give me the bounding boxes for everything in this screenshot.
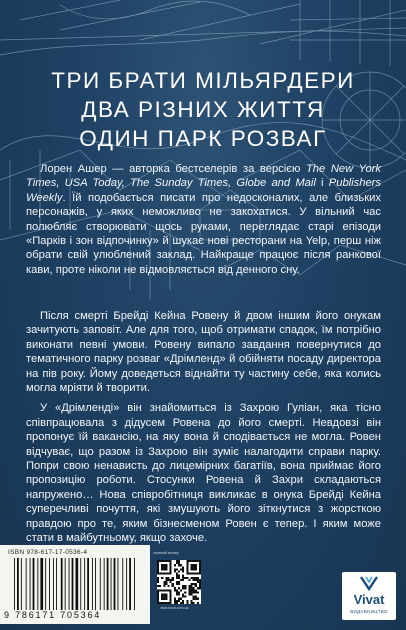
qr-module xyxy=(197,577,199,579)
qr-module xyxy=(184,577,186,579)
qr-module xyxy=(191,589,193,591)
qr-module xyxy=(199,568,201,570)
barcode-bar xyxy=(87,558,89,610)
qr-module xyxy=(178,562,180,564)
qr-module xyxy=(191,566,193,568)
qr-module xyxy=(191,583,193,585)
qr-module xyxy=(159,573,161,575)
qr-module xyxy=(165,577,167,579)
qr-module xyxy=(180,568,182,570)
qr-module xyxy=(193,577,195,579)
qr-module xyxy=(167,573,169,575)
qr-module xyxy=(195,579,197,581)
qr-module xyxy=(186,566,188,568)
author-bio-outlets-2: Publishers Weekly xyxy=(26,177,381,204)
barcode-bar xyxy=(76,558,79,610)
qr-module xyxy=(161,589,163,591)
qr-module xyxy=(161,568,163,570)
qr-module xyxy=(157,598,159,600)
qr-module xyxy=(157,579,159,581)
qr-module xyxy=(167,585,169,587)
qr-module xyxy=(195,577,197,579)
qr-module xyxy=(167,579,169,581)
qr-module xyxy=(193,568,195,570)
qr-module xyxy=(165,560,167,562)
qr-module xyxy=(161,573,163,575)
qr-module xyxy=(170,602,172,604)
barcode-bar xyxy=(17,558,19,610)
qr-module xyxy=(170,589,172,591)
qr-module xyxy=(186,560,188,562)
qr-module xyxy=(159,585,161,587)
qr-module xyxy=(195,560,197,562)
qr-module xyxy=(188,579,190,581)
qr-module xyxy=(174,598,176,600)
barcode-bar xyxy=(40,558,43,610)
qr-module xyxy=(178,581,180,583)
book-summary xyxy=(26,309,381,546)
qr-module xyxy=(157,568,159,570)
qr-module xyxy=(184,591,186,593)
qr-module xyxy=(199,564,201,566)
qr-module xyxy=(188,587,190,589)
qr-module xyxy=(165,581,167,583)
qr-module xyxy=(178,594,180,596)
qr-module xyxy=(165,568,167,570)
qr-module xyxy=(176,602,178,604)
qr-module xyxy=(178,577,180,579)
barcode-bar xyxy=(33,558,35,610)
qr-module xyxy=(176,577,178,579)
qr-module xyxy=(188,560,190,562)
qr-module xyxy=(165,573,167,575)
qr-module xyxy=(176,589,178,591)
qr-module xyxy=(195,589,197,591)
barcode-bar xyxy=(122,558,123,610)
barcode-bar xyxy=(69,558,70,610)
barcode-bar xyxy=(92,558,93,610)
qr-module xyxy=(188,573,190,575)
qr-module xyxy=(161,564,163,566)
qr-module xyxy=(197,560,199,562)
qr-module xyxy=(195,566,197,568)
summary-paragraph-1: Після смерті Брейді Кейна Ровену й двом іншим його онукам зачитують заповіт. Але для того, щоб отримати спадок, їм потрібно виконати певні умови. Ровену випало завдання повернутися до тематичного парку розваг «Дрімленд» й обійняти посаду директора на пів року. Йому доведеться віднайти ту частину себе, яка колись могла мріяти й творити. xyxy=(26,310,381,395)
qr-module xyxy=(178,570,180,572)
qr-module xyxy=(191,573,193,575)
author-bio xyxy=(26,162,381,277)
qr-module xyxy=(188,585,190,587)
qr-module xyxy=(191,585,193,587)
qr-module xyxy=(180,602,182,604)
qr-module xyxy=(163,564,165,566)
qr-module xyxy=(157,560,159,562)
qr-module xyxy=(178,591,180,593)
publisher-logo xyxy=(342,572,396,620)
qr-module xyxy=(161,602,163,604)
barcode-bar xyxy=(107,558,109,610)
qr-module xyxy=(199,587,201,589)
qr-module xyxy=(170,564,172,566)
qr-module xyxy=(170,573,172,575)
qr-module xyxy=(195,596,197,598)
qr-module xyxy=(193,560,195,562)
qr-module xyxy=(180,579,182,581)
qr-module xyxy=(182,570,184,572)
qr-module xyxy=(163,568,165,570)
qr-module xyxy=(174,600,176,602)
qr-module xyxy=(193,566,195,568)
qr-module xyxy=(157,600,159,602)
qr-module xyxy=(186,568,188,570)
qr-module xyxy=(186,562,188,564)
qr-module xyxy=(163,583,165,585)
qr-module xyxy=(174,587,176,589)
qr-module xyxy=(199,583,201,585)
isbn-label: ISBN 978-617-17-0536-4 xyxy=(8,549,88,556)
qr-module xyxy=(182,566,184,568)
qr-module xyxy=(163,602,165,604)
qr-module xyxy=(191,602,193,604)
qr-module xyxy=(197,602,199,604)
qr-module xyxy=(176,594,178,596)
qr-module xyxy=(193,579,195,581)
qr-module xyxy=(165,583,167,585)
qr-module xyxy=(176,573,178,575)
qr-module xyxy=(170,566,172,568)
barcode-bar xyxy=(26,558,27,610)
qr-module xyxy=(157,594,159,596)
barcode-graphic xyxy=(12,558,138,610)
qr-module xyxy=(163,560,165,562)
qr-module xyxy=(174,570,176,572)
qr-module xyxy=(178,564,180,566)
qr-module xyxy=(165,598,167,600)
qr-module xyxy=(191,577,193,579)
qr-module xyxy=(157,585,159,587)
qr-module xyxy=(176,560,178,562)
qr-module xyxy=(184,596,186,598)
tagline-line-1: ТРИ БРАТИ МІЛЬЯРДЕРИ xyxy=(51,68,355,93)
qr-module xyxy=(159,589,161,591)
qr-module xyxy=(199,581,201,583)
qr-module xyxy=(191,560,193,562)
qr-module xyxy=(178,583,180,585)
qr-module xyxy=(170,594,172,596)
qr-caption-bottom: vivat-book.com.ua xyxy=(160,606,189,610)
qr-module xyxy=(157,581,159,583)
qr-module xyxy=(182,602,184,604)
qr-module xyxy=(157,596,159,598)
qr-module xyxy=(188,594,190,596)
barcode-bar xyxy=(72,558,74,610)
qr-module xyxy=(170,600,172,602)
barcode-bar xyxy=(65,558,66,610)
qr-code[interactable] xyxy=(157,560,201,604)
qr-module xyxy=(176,562,178,564)
qr-module xyxy=(172,583,174,585)
qr-module xyxy=(195,598,197,600)
qr-module xyxy=(197,591,199,593)
barcode-bar xyxy=(126,558,127,610)
qr-module xyxy=(176,568,178,570)
qr-module xyxy=(193,596,195,598)
qr-module xyxy=(195,564,197,566)
qr-module xyxy=(176,581,178,583)
qr-module xyxy=(174,589,176,591)
qr-module xyxy=(195,585,197,587)
qr-module xyxy=(193,583,195,585)
qr-module xyxy=(184,585,186,587)
qr-module xyxy=(163,598,165,600)
qr-module xyxy=(176,591,178,593)
qr-module xyxy=(195,573,197,575)
qr-module xyxy=(157,564,159,566)
barcode-bar xyxy=(53,558,54,610)
barcode-bar xyxy=(134,558,135,610)
qr-module xyxy=(170,579,172,581)
qr-module xyxy=(193,587,195,589)
qr-module xyxy=(186,564,188,566)
publisher-name: Vivat xyxy=(353,592,385,607)
qr-module xyxy=(172,585,174,587)
qr-module xyxy=(182,579,184,581)
barcode-bar xyxy=(118,558,119,610)
qr-module xyxy=(191,600,193,602)
author-bio-outlets-1: The New York Times, USA Today, The Sunday Times, Globe and Mail xyxy=(26,163,382,190)
qr-module xyxy=(193,573,195,575)
qr-module xyxy=(191,568,193,570)
qr-module xyxy=(182,585,184,587)
barcode-bar xyxy=(37,558,38,610)
qr-module xyxy=(163,585,165,587)
qr-module xyxy=(199,585,201,587)
qr-module xyxy=(195,583,197,585)
qr-module xyxy=(193,591,195,593)
barcode-bar xyxy=(80,558,81,610)
author-bio-joiner: і xyxy=(315,177,329,190)
qr-module xyxy=(167,560,169,562)
barcode-bar xyxy=(49,558,50,610)
qr-module xyxy=(191,594,193,596)
qr-module xyxy=(180,564,182,566)
qr-module xyxy=(157,577,159,579)
qr-module xyxy=(165,589,167,591)
isbn-digits: 9 786171 705364 xyxy=(4,610,102,620)
qr-module xyxy=(170,562,172,564)
qr-module xyxy=(182,575,184,577)
qr-module xyxy=(170,598,172,600)
qr-module xyxy=(178,598,180,600)
tagline-line-3: ОДИН ПАРК РОЗВАГ xyxy=(79,126,327,151)
qr-caption-top: отримай знижку xyxy=(153,551,179,555)
qr-module xyxy=(174,602,176,604)
qr-module xyxy=(157,570,159,572)
qr-module xyxy=(163,566,165,568)
qr-module xyxy=(193,564,195,566)
qr-module xyxy=(199,562,201,564)
author-bio-lead: Лорен Ашер — авторка бестселерів за версією xyxy=(40,163,306,175)
qr-module xyxy=(182,600,184,602)
qr-module xyxy=(161,560,163,562)
qr-module xyxy=(157,562,159,564)
qr-module xyxy=(193,602,195,604)
barcode-bar xyxy=(129,558,131,610)
qr-module xyxy=(157,591,159,593)
qr-module xyxy=(174,564,176,566)
qr-module xyxy=(167,602,169,604)
qr-module xyxy=(197,587,199,589)
qr-module xyxy=(176,575,178,577)
qr-module xyxy=(165,602,167,604)
qr-module xyxy=(186,602,188,604)
qr-module xyxy=(188,589,190,591)
barcode-bar xyxy=(111,558,112,610)
qr-module xyxy=(161,566,163,568)
qr-module xyxy=(199,570,201,572)
author-bio-rest: . Їй подобається писати про недосконалих, але близьких персонажів, у яких неможливо не закохатися. У вільний час полюбляє створювати щось руками, переглядає старі епізоди «Парків і зон відпочинку» й шукає нові ресторани на Yelp, перш ніж обрати свій улюблений заклад. Найкраще працює після ранкової кави, проте ніколи не відмовляється від денного сну. xyxy=(26,191,381,276)
qr-module xyxy=(182,587,184,589)
qr-module xyxy=(167,577,169,579)
qr-module xyxy=(170,596,172,598)
qr-module xyxy=(180,598,182,600)
qr-module xyxy=(157,566,159,568)
barcode-bar xyxy=(95,558,96,610)
qr-module xyxy=(186,577,188,579)
qr-module xyxy=(165,564,167,566)
qr-module xyxy=(163,596,165,598)
qr-module xyxy=(197,598,199,600)
qr-module xyxy=(165,596,167,598)
barcode-bar xyxy=(100,558,101,610)
qr-module xyxy=(165,594,167,596)
qr-module xyxy=(176,583,178,585)
qr-module xyxy=(170,568,172,570)
qr-module xyxy=(172,579,174,581)
qr-module xyxy=(182,577,184,579)
barcode-bar xyxy=(30,558,31,610)
qr-module xyxy=(159,602,161,604)
qr-module xyxy=(161,594,163,596)
qr-module xyxy=(163,581,165,583)
publisher-sub: ВИДАВНИЦТВО xyxy=(350,609,388,614)
qr-module xyxy=(197,579,199,581)
barcode-bar xyxy=(114,558,116,610)
barcode-bar xyxy=(61,558,63,610)
qr-module xyxy=(174,568,176,570)
qr-module xyxy=(184,587,186,589)
qr-module xyxy=(199,579,201,581)
qr-module xyxy=(180,589,182,591)
qr-module xyxy=(167,589,169,591)
qr-module xyxy=(182,568,184,570)
qr-module xyxy=(186,573,188,575)
qr-module xyxy=(165,579,167,581)
qr-module xyxy=(178,575,180,577)
qr-module xyxy=(172,577,174,579)
qr-module xyxy=(163,589,165,591)
qr-module xyxy=(186,570,188,572)
barcode-bar xyxy=(56,558,57,610)
barcode-bar xyxy=(104,558,105,610)
qr-module xyxy=(161,598,163,600)
qr-module xyxy=(165,566,167,568)
qr-module xyxy=(186,600,188,602)
qr-module xyxy=(178,587,180,589)
qr-module xyxy=(193,589,195,591)
qr-module xyxy=(182,596,184,598)
barcode-bar xyxy=(45,558,46,610)
qr-module xyxy=(170,591,172,593)
qr-module xyxy=(182,594,184,596)
qr-module xyxy=(197,581,199,583)
qr-module xyxy=(170,560,172,562)
barcode-bar xyxy=(14,558,15,610)
qr-module xyxy=(191,591,193,593)
qr-module xyxy=(161,596,163,598)
qr-module xyxy=(161,577,163,579)
author-bio-paragraph xyxy=(26,162,381,277)
summary-paragraph-2: У «Дрімленді» він знайомиться із Захрою Гуліан, яка тісно співпрацювала з дідусем Ровена до його смерті. Невдовзі він пропонує їй вакансію, на яку вона й сподівається не могла. Ровен відчуває, що разом із Захрою він зуміє налагодити справи парку. Попри свою ненависть до лицемірних багатіїв, вона приймає його пропозицію роботи. Стосунки Ровена й Захри складаються напружено… Нова співробітниця викликає в онука Брейді Кейна суперечливі почуття, які змушують його зіткнутися з жорсткою правдою про те, яким бізнесменом Ровен є тепер. І яким може стати в майбутньому, якщо захоче. xyxy=(26,402,381,545)
qr-module xyxy=(176,600,178,602)
qr-module xyxy=(195,568,197,570)
qr-module xyxy=(163,594,165,596)
qr-module xyxy=(170,581,172,583)
qr-module xyxy=(159,560,161,562)
qr-module xyxy=(197,573,199,575)
qr-module xyxy=(157,573,159,575)
qr-module xyxy=(157,602,159,604)
publisher-mark-icon xyxy=(359,575,379,591)
qr-module xyxy=(170,570,172,572)
barcode-bar xyxy=(21,558,22,610)
qr-module xyxy=(163,573,165,575)
tagline-line-2: ДВА РІЗНИХ ЖИТТЯ xyxy=(81,97,325,122)
qr-module xyxy=(195,591,197,593)
qr-module xyxy=(157,589,159,591)
qr-module xyxy=(199,573,201,575)
qr-module xyxy=(193,598,195,600)
qr-module xyxy=(199,560,201,562)
qr-module xyxy=(199,566,201,568)
qr-module xyxy=(178,600,180,602)
barcode-bar xyxy=(84,558,85,610)
qr-module xyxy=(191,587,193,589)
qr-module xyxy=(178,560,180,562)
qr-module xyxy=(188,591,190,593)
qr-module xyxy=(191,564,193,566)
tagline xyxy=(20,66,386,153)
